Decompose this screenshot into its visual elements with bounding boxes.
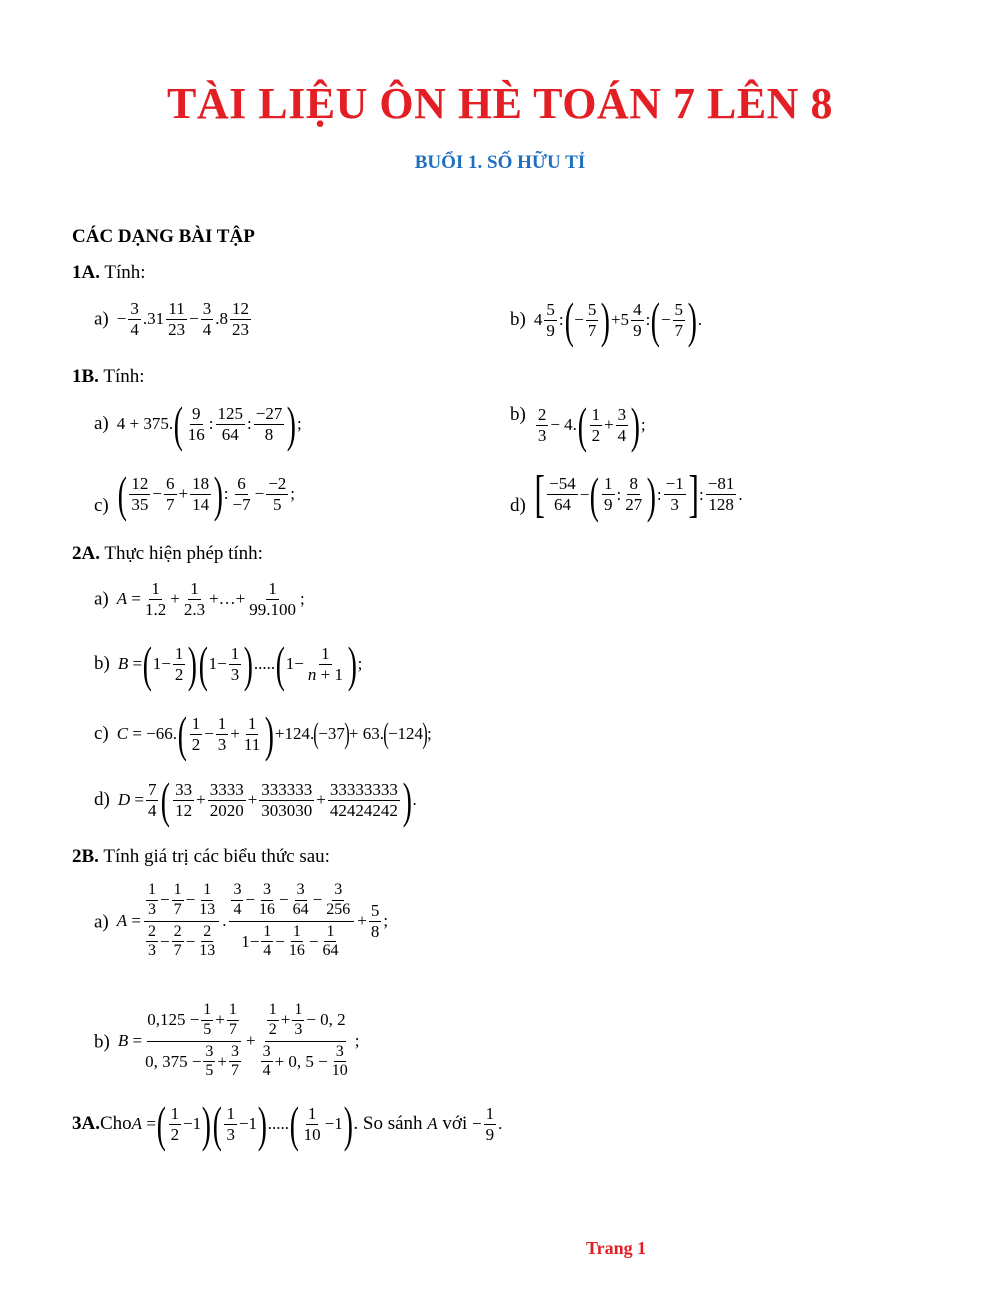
exercise-2a-part-b: b) B = ( 1− $\frac{1}{2}$ ) ( 1− $\frac{1}{3}$ ) ..... ( 1− $\frac{1}{n + 1}$ ) ; bbox=[94, 636, 363, 692]
exercise-1b-heading: 1B. Tính: bbox=[72, 366, 145, 387]
exercise-2a-heading: 2A. Thực hiện phép tính: bbox=[72, 543, 263, 564]
exercise-1b-part-a: a) 4 + 375. ( $\frac{9}{16}$ : $\frac{125}{64}$ : $\frac{-27}{8}$ ) ; bbox=[94, 396, 302, 452]
lesson-subtitle: BUỔI 1. SỐ HỮU TỈ bbox=[414, 152, 586, 173]
exercise-1b-part-b: b) $\frac{2}{3}$ − 4. ( $\frac{1}{2}$ + $\frac{3}{4}$ ) ; bbox=[510, 397, 646, 454]
exercise-1b-part-c: c) ( $\frac{12}{35}$ − $\frac{6}{7}$ + $\frac{18}{14}$ ) : $\frac{6}{-7}$ − $\frac{-2}{5}$ ; bbox=[94, 466, 296, 522]
exercise-2a-part-a: a) A = $\frac{1}{1.2}$ + $\frac{1}{2.3}$ +…+ $\frac{1}{99.100}$ ; bbox=[94, 579, 305, 619]
exercise-3a: 3A. Cho A = ( $\frac{1}{2}$ −1 ) ( $\frac{1}{3}$ −1 ) ..... ( $\frac{1}{10}$ −1 ) . So sánh A với − $\frac{1}{9}$ . bbox=[72, 1096, 503, 1152]
section-heading: CÁC DẠNG BÀI TẬP bbox=[72, 226, 255, 247]
exercise-2b-part-a: a) A = $\frac{1}{3}$ − $\frac{1}{7}$ − $\frac{1}{13}$ $\frac{2}{3}$ − $\frac{2}{7}$ − $\frac{2}{13}$ . $\frac{3}{4}$ − $\frac{3}{16}$ − $\frac{3}{64}$ − $\frac{3}{256}$ 1− $\frac{1}{4}$ − $\frac{1}{16}$ − $\frac{1}{64}$ + $\frac{5}{8}$ ; bbox=[94, 881, 389, 960]
exercise-1a-part-b: b) 4 $\frac{5}{9}$ : ( − $\frac{5}{7}$ ) +5 $\frac{4}{9}$ : ( − $\frac{5}{7}$ ) . bbox=[510, 292, 702, 348]
document-title: TÀI LIỆU ÔN HÈ TOÁN 7 LÊN 8 bbox=[167, 79, 833, 128]
exercise-1a-heading: 1A. Tính: bbox=[72, 262, 146, 283]
exercise-1b-part-d: d) [ $\frac{-54}{64}$ − ( $\frac{1}{9}$ : $\frac{8}{27}$ ) : $\frac{-1}{3}$ ] : $\frac{-81}{128}$ . bbox=[510, 466, 743, 523]
exercise-2b-part-b: b) B = 0,125 − $\frac{1}{5}$ + $\frac{1}{7}$ 0, 375 − $\frac{3}{5}$ + $\frac{3}{7}$ + $\frac{1}{2}$ + $\frac{1}{3}$ − 0, 2 $\frac{3}{4}$ + 0, 5 − $\frac{3}{10}$ ; bbox=[94, 1001, 360, 1080]
exercise-2a-part-d: d) D = $\frac{7}{4}$ ( $\frac{33}{12}$ + $\frac{3333}{2020}$ + $\frac{333333}{303030}$ + $\frac{33333333}{42424242}$ ) . bbox=[94, 772, 417, 828]
exercise-1a-part-a: a) − $\frac{3}{4}$ .31 $\frac{11}{23}$ − $\frac{3}{4}$ .8 $\frac{12}{23}$ bbox=[94, 299, 249, 339]
exercise-2b-heading: 2B. Tính giá trị các biểu thức sau: bbox=[72, 846, 330, 867]
page-number: Trang 1 bbox=[586, 1238, 647, 1258]
exercise-2a-part-c: c) C = −66. ( $\frac{1}{2}$ − $\frac{1}{3}$ + $\frac{1}{11}$ ) +124. ( −37 ) + 63. ( −124 ) ; bbox=[94, 706, 432, 762]
